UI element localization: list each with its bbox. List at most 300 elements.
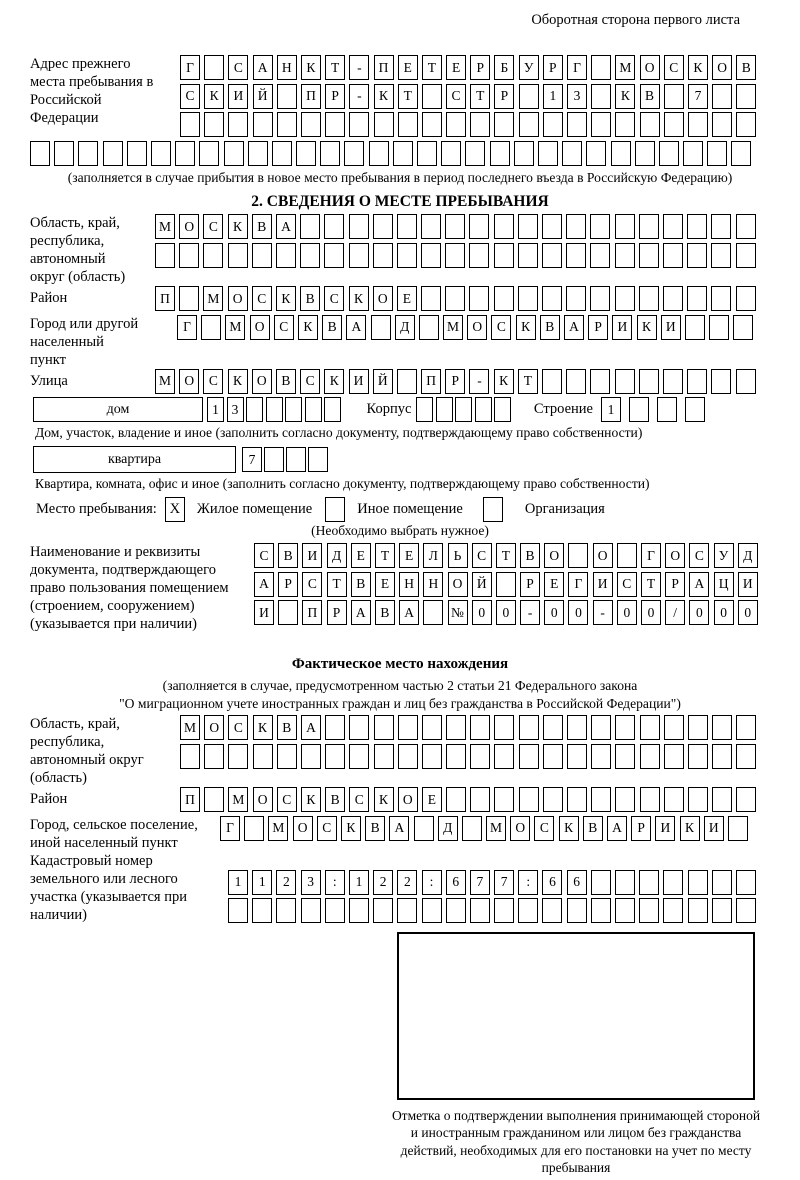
- char-box[interactable]: [475, 397, 492, 422]
- fact-district-row[interactable]: [180, 787, 770, 812]
- char-box[interactable]: [543, 715, 563, 740]
- char-box[interactable]: [663, 286, 683, 311]
- char-box[interactable]: 7: [494, 870, 514, 895]
- char-box[interactable]: [494, 214, 514, 239]
- char-box[interactable]: М: [615, 55, 635, 80]
- char-box[interactable]: [179, 286, 199, 311]
- doc-row-2[interactable]: [254, 572, 770, 597]
- char-box[interactable]: [398, 112, 418, 137]
- char-box[interactable]: [591, 787, 611, 812]
- char-box[interactable]: [180, 744, 200, 769]
- char-box[interactable]: В: [325, 787, 345, 812]
- char-box[interactable]: [393, 141, 413, 166]
- char-box[interactable]: У: [519, 55, 539, 80]
- char-box[interactable]: В: [252, 214, 272, 239]
- char-box[interactable]: [514, 141, 534, 166]
- char-box[interactable]: Е: [398, 55, 418, 80]
- char-box[interactable]: В: [277, 715, 297, 740]
- char-box[interactable]: [567, 715, 587, 740]
- char-box[interactable]: Н: [399, 572, 419, 597]
- char-box[interactable]: 0: [714, 600, 734, 625]
- char-box[interactable]: [272, 141, 292, 166]
- stroenie-boxes[interactable]: [601, 397, 713, 422]
- char-box[interactable]: [455, 397, 472, 422]
- char-box[interactable]: [296, 141, 316, 166]
- char-box[interactable]: 2: [397, 870, 417, 895]
- char-box[interactable]: [277, 744, 297, 769]
- char-box[interactable]: [301, 112, 321, 137]
- char-box[interactable]: :: [422, 870, 442, 895]
- char-box[interactable]: [374, 744, 394, 769]
- char-box[interactable]: [615, 243, 635, 268]
- char-box[interactable]: И: [655, 816, 675, 841]
- char-box[interactable]: [688, 898, 708, 923]
- char-box[interactable]: [180, 112, 200, 137]
- char-box[interactable]: [542, 243, 562, 268]
- char-box[interactable]: С: [689, 543, 709, 568]
- char-box[interactable]: [566, 369, 586, 394]
- char-box[interactable]: -: [593, 600, 613, 625]
- char-box[interactable]: [590, 243, 610, 268]
- char-box[interactable]: -: [520, 600, 540, 625]
- char-box[interactable]: [469, 214, 489, 239]
- char-box[interactable]: 1: [252, 870, 272, 895]
- char-box[interactable]: [252, 243, 272, 268]
- char-box[interactable]: К: [349, 286, 369, 311]
- char-box[interactable]: [664, 787, 684, 812]
- char-box[interactable]: [518, 286, 538, 311]
- char-box[interactable]: С: [446, 84, 466, 109]
- char-box[interactable]: В: [322, 315, 342, 340]
- char-box[interactable]: [685, 397, 705, 422]
- char-box[interactable]: [204, 744, 224, 769]
- char-box[interactable]: [663, 898, 683, 923]
- char-box[interactable]: [566, 286, 586, 311]
- prev-address-row-2[interactable]: [180, 84, 770, 109]
- char-box[interactable]: [615, 744, 635, 769]
- char-box[interactable]: В: [365, 816, 385, 841]
- char-box[interactable]: А: [564, 315, 584, 340]
- char-box[interactable]: [421, 286, 441, 311]
- char-box[interactable]: Т: [470, 84, 490, 109]
- char-box[interactable]: [228, 898, 248, 923]
- char-box[interactable]: [591, 112, 611, 137]
- char-box[interactable]: [617, 543, 637, 568]
- char-box[interactable]: Й: [253, 84, 273, 109]
- char-box[interactable]: [611, 141, 631, 166]
- char-box[interactable]: Р: [470, 55, 490, 80]
- char-box[interactable]: [591, 55, 611, 80]
- char-box[interactable]: [736, 214, 756, 239]
- char-box[interactable]: [736, 744, 756, 769]
- char-box[interactable]: [663, 214, 683, 239]
- char-box[interactable]: [519, 112, 539, 137]
- char-box[interactable]: К: [494, 369, 514, 394]
- char-box[interactable]: С: [472, 543, 492, 568]
- char-box[interactable]: [542, 214, 562, 239]
- char-box[interactable]: [446, 898, 466, 923]
- char-box[interactable]: [615, 112, 635, 137]
- char-box[interactable]: М: [180, 715, 200, 740]
- char-box[interactable]: [446, 787, 466, 812]
- char-box[interactable]: А: [276, 214, 296, 239]
- char-box[interactable]: Й: [472, 572, 492, 597]
- char-box[interactable]: [494, 243, 514, 268]
- char-box[interactable]: И: [228, 84, 248, 109]
- char-box[interactable]: [659, 141, 679, 166]
- char-box[interactable]: [266, 397, 283, 422]
- char-box[interactable]: [629, 397, 649, 422]
- char-box[interactable]: К: [559, 816, 579, 841]
- char-box[interactable]: Р: [543, 55, 563, 80]
- char-box[interactable]: В: [736, 55, 756, 80]
- char-box[interactable]: В: [583, 816, 603, 841]
- char-box[interactable]: [78, 141, 98, 166]
- char-box[interactable]: 6: [567, 870, 587, 895]
- char-box[interactable]: О: [593, 543, 613, 568]
- char-box[interactable]: 3: [227, 397, 244, 422]
- char-box[interactable]: [688, 787, 708, 812]
- char-box[interactable]: [615, 369, 635, 394]
- char-box[interactable]: [567, 898, 587, 923]
- char-box[interactable]: [591, 898, 611, 923]
- char-box[interactable]: Г: [180, 55, 200, 80]
- char-box[interactable]: 1: [207, 397, 224, 422]
- char-box[interactable]: Р: [327, 600, 347, 625]
- char-box[interactable]: [712, 715, 732, 740]
- char-box[interactable]: К: [680, 816, 700, 841]
- fact-region-row-2[interactable]: [180, 744, 770, 769]
- char-box[interactable]: Е: [375, 572, 395, 597]
- char-box[interactable]: [441, 141, 461, 166]
- char-box[interactable]: [663, 369, 683, 394]
- char-box[interactable]: [423, 600, 443, 625]
- char-box[interactable]: К: [374, 787, 394, 812]
- char-box[interactable]: [398, 744, 418, 769]
- char-box[interactable]: И: [661, 315, 681, 340]
- char-box[interactable]: [639, 898, 659, 923]
- char-box[interactable]: [635, 141, 655, 166]
- char-box[interactable]: [373, 898, 393, 923]
- char-box[interactable]: С: [254, 543, 274, 568]
- char-box[interactable]: [519, 787, 539, 812]
- prev-address-row-3[interactable]: [180, 112, 770, 137]
- char-box[interactable]: [300, 214, 320, 239]
- char-box[interactable]: 7: [470, 870, 490, 895]
- char-box[interactable]: [736, 369, 756, 394]
- char-box[interactable]: [228, 112, 248, 137]
- char-box[interactable]: [373, 214, 393, 239]
- char-box[interactable]: Р: [665, 572, 685, 597]
- char-box[interactable]: -: [349, 55, 369, 80]
- char-box[interactable]: [344, 141, 364, 166]
- char-box[interactable]: У: [714, 543, 734, 568]
- fact-cadastre-row-1[interactable]: [228, 870, 770, 895]
- char-box[interactable]: [683, 141, 703, 166]
- char-box[interactable]: [567, 112, 587, 137]
- char-box[interactable]: О: [640, 55, 660, 80]
- char-box[interactable]: М: [155, 214, 175, 239]
- char-box[interactable]: [422, 898, 442, 923]
- char-box[interactable]: [422, 112, 442, 137]
- char-box[interactable]: [664, 84, 684, 109]
- char-box[interactable]: [494, 744, 514, 769]
- char-box[interactable]: К: [253, 715, 273, 740]
- char-box[interactable]: О: [179, 214, 199, 239]
- char-box[interactable]: 7: [242, 447, 262, 472]
- char-box[interactable]: О: [250, 315, 270, 340]
- checkbox-other-premises[interactable]: [325, 497, 345, 522]
- char-box[interactable]: 0: [496, 600, 516, 625]
- char-box[interactable]: [204, 787, 224, 812]
- char-box[interactable]: [204, 112, 224, 137]
- char-box[interactable]: [494, 286, 514, 311]
- char-box[interactable]: [308, 447, 328, 472]
- char-box[interactable]: Р: [445, 369, 465, 394]
- char-box[interactable]: К: [301, 787, 321, 812]
- char-box[interactable]: К: [301, 55, 321, 80]
- char-box[interactable]: [416, 397, 433, 422]
- char-box[interactable]: [201, 315, 221, 340]
- char-box[interactable]: О: [293, 816, 313, 841]
- char-box[interactable]: [204, 55, 224, 80]
- house-number-boxes[interactable]: [207, 397, 344, 422]
- char-box[interactable]: В: [276, 369, 296, 394]
- char-box[interactable]: [349, 715, 369, 740]
- char-box[interactable]: [300, 243, 320, 268]
- char-box[interactable]: [590, 369, 610, 394]
- char-box[interactable]: Д: [395, 315, 415, 340]
- char-box[interactable]: Ц: [714, 572, 734, 597]
- char-box[interactable]: П: [301, 84, 321, 109]
- char-box[interactable]: [175, 141, 195, 166]
- char-box[interactable]: [246, 397, 263, 422]
- fact-city-row[interactable]: [220, 816, 770, 841]
- char-box[interactable]: А: [399, 600, 419, 625]
- char-box[interactable]: 0: [544, 600, 564, 625]
- char-box[interactable]: А: [254, 572, 274, 597]
- char-box[interactable]: [711, 214, 731, 239]
- char-box[interactable]: [253, 112, 273, 137]
- char-box[interactable]: [711, 286, 731, 311]
- char-box[interactable]: [369, 141, 389, 166]
- prev-address-row-4[interactable]: [30, 141, 770, 166]
- char-box[interactable]: [518, 214, 538, 239]
- char-box[interactable]: А: [689, 572, 709, 597]
- char-box[interactable]: [398, 715, 418, 740]
- char-box[interactable]: [470, 787, 490, 812]
- char-box[interactable]: Б: [494, 55, 514, 80]
- char-box[interactable]: [286, 447, 306, 472]
- char-box[interactable]: [496, 572, 516, 597]
- char-box[interactable]: [736, 715, 756, 740]
- char-box[interactable]: [422, 84, 442, 109]
- char-box[interactable]: 0: [568, 600, 588, 625]
- char-box[interactable]: С: [252, 286, 272, 311]
- char-box[interactable]: Т: [518, 369, 538, 394]
- char-box[interactable]: О: [252, 369, 272, 394]
- char-box[interactable]: [276, 243, 296, 268]
- char-box[interactable]: [567, 787, 587, 812]
- char-box[interactable]: С: [300, 369, 320, 394]
- char-box[interactable]: А: [351, 600, 371, 625]
- char-box[interactable]: [414, 816, 434, 841]
- char-box[interactable]: :: [518, 870, 538, 895]
- char-box[interactable]: [707, 141, 727, 166]
- char-box[interactable]: [179, 243, 199, 268]
- char-box[interactable]: [519, 84, 539, 109]
- char-box[interactable]: [712, 744, 732, 769]
- char-box[interactable]: Д: [438, 816, 458, 841]
- char-box[interactable]: В: [300, 286, 320, 311]
- char-box[interactable]: [325, 744, 345, 769]
- char-box[interactable]: 2: [373, 870, 393, 895]
- char-box[interactable]: М: [225, 315, 245, 340]
- char-box[interactable]: П: [421, 369, 441, 394]
- char-box[interactable]: Т: [422, 55, 442, 80]
- char-box[interactable]: С: [228, 55, 248, 80]
- char-box[interactable]: К: [516, 315, 536, 340]
- char-box[interactable]: С: [349, 787, 369, 812]
- char-box[interactable]: К: [688, 55, 708, 80]
- char-box[interactable]: [397, 898, 417, 923]
- char-box[interactable]: [542, 898, 562, 923]
- char-box[interactable]: 1: [228, 870, 248, 895]
- char-box[interactable]: [421, 243, 441, 268]
- char-box[interactable]: С: [664, 55, 684, 80]
- char-box[interactable]: А: [301, 715, 321, 740]
- char-box[interactable]: К: [298, 315, 318, 340]
- char-box[interactable]: В: [540, 315, 560, 340]
- char-box[interactable]: [465, 141, 485, 166]
- char-box[interactable]: [374, 715, 394, 740]
- region-row-2[interactable]: [155, 243, 770, 268]
- char-box[interactable]: [462, 816, 482, 841]
- char-box[interactable]: [615, 898, 635, 923]
- char-box[interactable]: В: [278, 543, 298, 568]
- char-box[interactable]: [664, 744, 684, 769]
- char-box[interactable]: О: [204, 715, 224, 740]
- char-box[interactable]: [228, 243, 248, 268]
- char-box[interactable]: [470, 112, 490, 137]
- char-box[interactable]: К: [228, 214, 248, 239]
- char-box[interactable]: П: [302, 600, 322, 625]
- char-box[interactable]: К: [204, 84, 224, 109]
- char-box[interactable]: [591, 715, 611, 740]
- char-box[interactable]: М: [443, 315, 463, 340]
- char-box[interactable]: [397, 214, 417, 239]
- char-box[interactable]: 7: [688, 84, 708, 109]
- char-box[interactable]: Е: [446, 55, 466, 80]
- char-box[interactable]: Л: [423, 543, 443, 568]
- char-box[interactable]: О: [179, 369, 199, 394]
- char-box[interactable]: К: [341, 816, 361, 841]
- char-box[interactable]: [103, 141, 123, 166]
- char-box[interactable]: [374, 112, 394, 137]
- char-box[interactable]: К: [374, 84, 394, 109]
- char-box[interactable]: И: [738, 572, 758, 597]
- char-box[interactable]: [324, 397, 341, 422]
- char-box[interactable]: [590, 286, 610, 311]
- char-box[interactable]: Т: [375, 543, 395, 568]
- char-box[interactable]: С: [302, 572, 322, 597]
- char-box[interactable]: [324, 214, 344, 239]
- char-box[interactable]: Р: [588, 315, 608, 340]
- char-box[interactable]: [248, 141, 268, 166]
- char-box[interactable]: [277, 112, 297, 137]
- char-box[interactable]: [470, 715, 490, 740]
- char-box[interactable]: Г: [568, 572, 588, 597]
- char-box[interactable]: [470, 898, 490, 923]
- checkbox-organization[interactable]: [483, 497, 503, 522]
- char-box[interactable]: [542, 369, 562, 394]
- char-box[interactable]: [712, 84, 732, 109]
- char-box[interactable]: [417, 141, 437, 166]
- char-box[interactable]: Р: [494, 84, 514, 109]
- char-box[interactable]: Т: [398, 84, 418, 109]
- char-box[interactable]: [591, 744, 611, 769]
- char-box[interactable]: [687, 369, 707, 394]
- char-box[interactable]: [494, 112, 514, 137]
- char-box[interactable]: М: [486, 816, 506, 841]
- char-box[interactable]: Р: [631, 816, 651, 841]
- char-box[interactable]: С: [228, 715, 248, 740]
- char-box[interactable]: [733, 315, 753, 340]
- char-box[interactable]: [397, 369, 417, 394]
- char-box[interactable]: [518, 898, 538, 923]
- char-box[interactable]: М: [155, 369, 175, 394]
- char-box[interactable]: Д: [327, 543, 347, 568]
- prev-address-row-1[interactable]: [180, 55, 770, 80]
- char-box[interactable]: [639, 870, 659, 895]
- char-box[interactable]: Е: [399, 543, 419, 568]
- char-box[interactable]: [305, 397, 322, 422]
- char-box[interactable]: [568, 543, 588, 568]
- char-box[interactable]: С: [277, 787, 297, 812]
- char-box[interactable]: [436, 397, 453, 422]
- char-box[interactable]: [711, 369, 731, 394]
- char-box[interactable]: С: [317, 816, 337, 841]
- char-box[interactable]: [30, 141, 50, 166]
- char-box[interactable]: [349, 898, 369, 923]
- char-box[interactable]: [349, 112, 369, 137]
- char-box[interactable]: Д: [738, 543, 758, 568]
- char-box[interactable]: [538, 141, 558, 166]
- char-box[interactable]: [419, 315, 439, 340]
- char-box[interactable]: [615, 870, 635, 895]
- char-box[interactable]: Т: [325, 55, 345, 80]
- char-box[interactable]: К: [615, 84, 635, 109]
- char-box[interactable]: О: [665, 543, 685, 568]
- char-box[interactable]: [518, 243, 538, 268]
- char-box[interactable]: В: [375, 600, 395, 625]
- char-box[interactable]: Е: [351, 543, 371, 568]
- char-box[interactable]: [253, 744, 273, 769]
- char-box[interactable]: М: [268, 816, 288, 841]
- char-box[interactable]: [244, 816, 264, 841]
- char-box[interactable]: 3: [301, 870, 321, 895]
- apartment-boxes[interactable]: [242, 447, 330, 472]
- char-box[interactable]: [543, 787, 563, 812]
- char-box[interactable]: [639, 286, 659, 311]
- char-box[interactable]: 6: [542, 870, 562, 895]
- checkbox-residential[interactable]: X: [165, 497, 185, 522]
- fact-cadastre-row-2[interactable]: [228, 898, 770, 923]
- char-box[interactable]: [567, 744, 587, 769]
- char-box[interactable]: С: [324, 286, 344, 311]
- char-box[interactable]: 2: [276, 870, 296, 895]
- char-box[interactable]: Й: [373, 369, 393, 394]
